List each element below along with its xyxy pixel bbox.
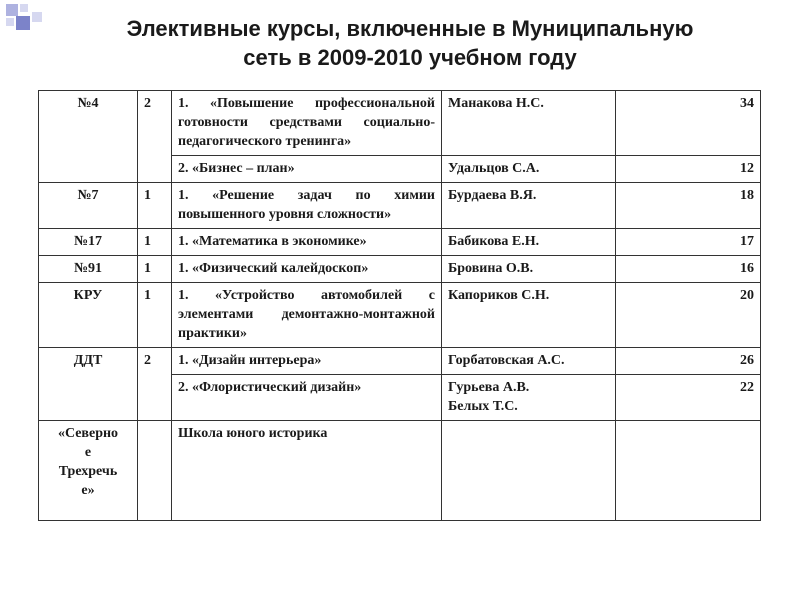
course-cell: 1. «Решение задач по химии повышенного уровня сложности» (172, 183, 442, 229)
decor-square (20, 4, 28, 12)
school-cell: КРУ (39, 283, 138, 348)
teacher-cell: Бабикова Е.Н. (442, 229, 616, 256)
school-cell: №4 (39, 91, 138, 183)
course-cell: Школа юного историка (172, 421, 442, 521)
students-cell: 34 (616, 91, 761, 156)
teacher-cell: Капориков С.Н. (442, 283, 616, 348)
table-row (39, 421, 761, 521)
course-count-cell: 1 (138, 256, 172, 283)
course-count-cell: 2 (138, 348, 172, 421)
students-cell: 20 (616, 283, 761, 348)
school-cell: №91 (39, 256, 138, 283)
students-cell: 16 (616, 256, 761, 283)
course-count-cell: 1 (138, 183, 172, 229)
students-cell: 22 (616, 375, 761, 421)
course-cell: 1. «Дизайн интерьера» (172, 348, 442, 375)
table-row (39, 91, 761, 156)
decor-square (6, 4, 18, 16)
teacher-cell: Удальцов С.А. (442, 156, 616, 183)
course-count-cell (138, 421, 172, 521)
teacher-cell: Бурдаева В.Я. (442, 183, 616, 229)
course-cell: 1. «Устройство автомобилей с элементами демонтажно-монтажной практики» (172, 283, 442, 348)
teacher-cell: Манакова Н.С. (442, 91, 616, 156)
course-cell: 2. «Бизнес – план» (172, 156, 442, 183)
table-row (39, 348, 761, 375)
course-cell: 1. «Математика в экономике» (172, 229, 442, 256)
table-row (39, 183, 761, 229)
students-cell: 12 (616, 156, 761, 183)
title-line-1: Элективные курсы, включенные в Муниципальную (126, 16, 694, 41)
course-cell: 2. «Флористический дизайн» (172, 375, 442, 421)
teacher-name: Белых Т.С. (448, 399, 518, 414)
table-row (39, 229, 761, 256)
school-cell: №7 (39, 183, 138, 229)
course-count-cell: 2 (138, 91, 172, 183)
students-cell: 26 (616, 348, 761, 375)
teacher-cell: Бровина О.В. (442, 256, 616, 283)
courses-table (38, 90, 761, 521)
teacher-cell (442, 375, 616, 421)
students-cell: 17 (616, 229, 761, 256)
course-cell: 1. «Физический калейдоскоп» (172, 256, 442, 283)
school-name-part: е» (81, 483, 95, 498)
teacher-name: Гурьева А.В. (448, 380, 530, 395)
table-row (39, 283, 761, 348)
school-cell: №17 (39, 229, 138, 256)
school-name-part: «Северно (57, 426, 119, 441)
course-count-cell: 1 (138, 283, 172, 348)
school-name-part: е (84, 445, 92, 460)
school-name-part: Трехречь (58, 464, 118, 479)
school-cell: ДДТ (39, 348, 138, 421)
students-cell: 18 (616, 183, 761, 229)
table-row (39, 256, 761, 283)
teacher-cell: Горбатовская А.С. (442, 348, 616, 375)
school-cell (39, 421, 138, 521)
decor-square (16, 16, 30, 30)
title-line-2: сеть в 2009-2010 учебном году (243, 45, 577, 70)
students-cell (616, 421, 761, 521)
slide-title (40, 14, 780, 72)
course-cell: 1. «Повышение профессиональной готовности средствами социально-педагогического тренинга» (172, 91, 442, 156)
course-count-cell: 1 (138, 229, 172, 256)
decor-square (6, 18, 14, 26)
teacher-cell (442, 421, 616, 521)
